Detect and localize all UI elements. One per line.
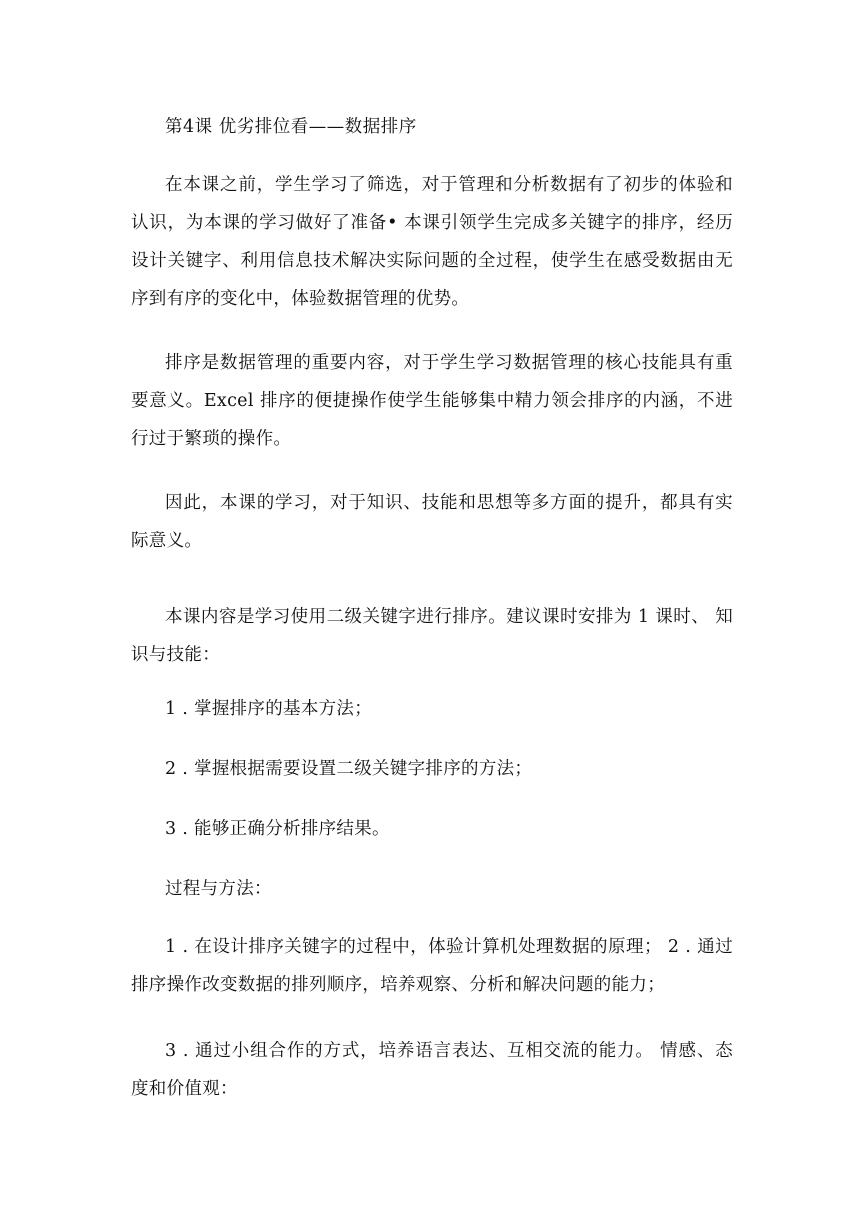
paragraph-intro: 在本课之前，学生学习了筛选，对于管理和分析数据有了初步的体验和认识，为本课的学习做好了准备• 本课引领学生完成多关键字的排序，经历设计关键字、利用信息技术解决实际问题的全过程，使学生在感受数据由无序到有序的变化中，体验数据管理的优势。 <box>131 175 733 309</box>
paragraph-significance: 因此，本课的学习，对于知识、技能和思想等多方面的提升，都具有实际意义。 <box>131 493 733 551</box>
list-item-process-1-2: 1 . 在设计排序关键字的过程中，体验计算机处理数据的原理； 2 . 通过排序操作改变数据的排列顺序，培养观察、分析和解决问题的能力； <box>131 937 733 995</box>
list-item-knowledge-2: 2 . 掌握根据需要设置二级关键字排序的方法； <box>165 759 533 779</box>
section-heading-process-method: 过程与方法： <box>165 879 272 899</box>
list-item-knowledge-1: 1 . 掌握排序的基本方法； <box>165 699 373 719</box>
list-item-knowledge-3: 3 . 能够正确分析排序结果。 <box>165 819 390 839</box>
list-item-process-3: 3 . 通过小组合作的方式，培养语言表达、互相交流的能力。 情感、态度和价值观： <box>131 1041 733 1099</box>
document-title: 第4课 优劣排位看——数据排序 <box>165 117 417 137</box>
paragraph-content-overview: 本课内容是学习使用二级关键字进行排序。建议课时安排为 1 课时、 知识与技能： <box>131 607 733 665</box>
paragraph-sorting-importance: 排序是数据管理的重要内容，对于学生学习数据管理的核心技能具有重要意义。Excel 排序的便捷操作使学生能够集中精力领会排序的内涵，不进行过于繁琐的操作。 <box>131 353 733 449</box>
